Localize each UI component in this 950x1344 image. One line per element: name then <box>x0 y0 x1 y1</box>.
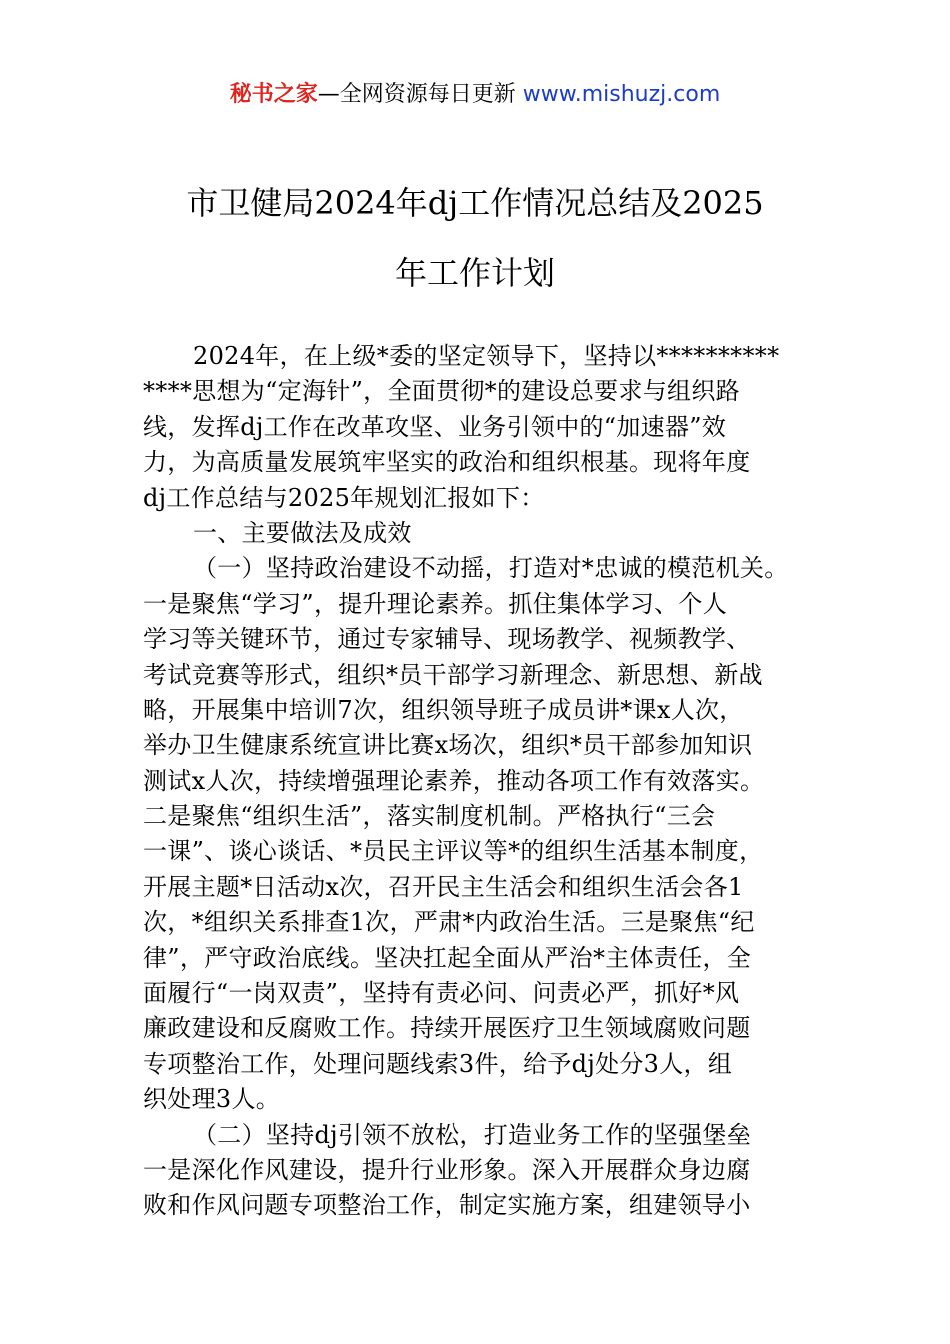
body-line: 专项整治工作，处理问题线索3件，给予dj处分3人，组 <box>143 1049 733 1078</box>
document-title <box>90 168 860 308</box>
site-url-link[interactable]: www.mishuzj.com <box>522 82 721 107</box>
body-line: 2024年，在上级*委的坚定领导下，坚持以********** <box>193 342 780 370</box>
subsection-heading: （一）坚持政治建设不动摇，打造对*忠诚的模范机关。 <box>193 554 789 583</box>
body-line: 廉政建设和反腐败工作。持续开展医疗卫生领域腐败问题 <box>143 1014 751 1043</box>
body-line: 考试竞赛等形式，组织*员干部学习新理念、新思想、新战 <box>143 660 763 689</box>
site-slogan: —全网资源每日更新 <box>317 82 523 107</box>
title-line: 年工作计划 <box>394 254 555 292</box>
body-line: 线，发挥dj工作在改革攻坚、业务引领中的“加速器”效 <box>143 412 727 441</box>
body-line: 二是聚焦“组织生活”，落实制度机制。严格执行“三会 <box>143 802 716 831</box>
body-line: 次，*组织关系排查1次，严肃*内政治生活。三是聚焦“纪 <box>143 908 755 937</box>
body-line: 律”，严守政治底线。坚决扛起全面从严治*主体责任，全 <box>143 943 752 972</box>
body-line: 一是聚焦“学习”，提升理论素养。抓住集体学习、个人 <box>143 589 728 618</box>
body-line: 败和作风问题专项整治工作，制定实施方案，组建领导小 <box>143 1191 751 1220</box>
title-line: 市卫健局2024年dj工作情况总结及2025 <box>186 184 764 222</box>
body-line: 略，开展集中培训7次，组织领导班子成员讲*课x人次， <box>143 695 744 724</box>
body-line: ****思想为“定海针”，全面贯彻*的建设总要求与组织路 <box>143 377 740 406</box>
body-line: 织处理3人。 <box>143 1085 281 1114</box>
site-header <box>0 78 950 112</box>
body-line: 举办卫生健康系统宣讲比赛x场次，组织*员干部参加知识 <box>143 731 753 760</box>
body-line: dj工作总结与2025年规划汇报如下： <box>143 483 545 512</box>
site-brand: 秘书之家 <box>229 82 318 107</box>
body-line: 开展主题*日活动x次，召开民主生活会和组织生活会各1 <box>143 872 744 901</box>
body-line: 力，为高质量发展筑牢坚实的政治和组织根基。现将年度 <box>143 448 751 477</box>
section-heading: 一、主要做法及成效 <box>193 518 412 547</box>
body-line: 面履行“一岗双责”，坚持有责必问、问责必严，抓好*风 <box>143 979 740 1008</box>
body-line: 测试x人次，持续增强理论素养，推动各项工作有效落实。 <box>143 766 765 795</box>
body-line: 学习等关键环节，通过专家辅导、现场教学、视频教学、 <box>143 625 751 654</box>
body-line: 一课”、谈心谈话、*员民主评议等*的组织生活基本制度， <box>143 837 764 866</box>
body-line: 一是深化作风建设，提升行业形象。深入开展群众身边腐 <box>143 1155 751 1184</box>
document-body <box>143 339 811 1224</box>
subsection-heading: （二）坚持dj引领不放松，打造业务工作的坚强堡垒 <box>193 1120 752 1149</box>
